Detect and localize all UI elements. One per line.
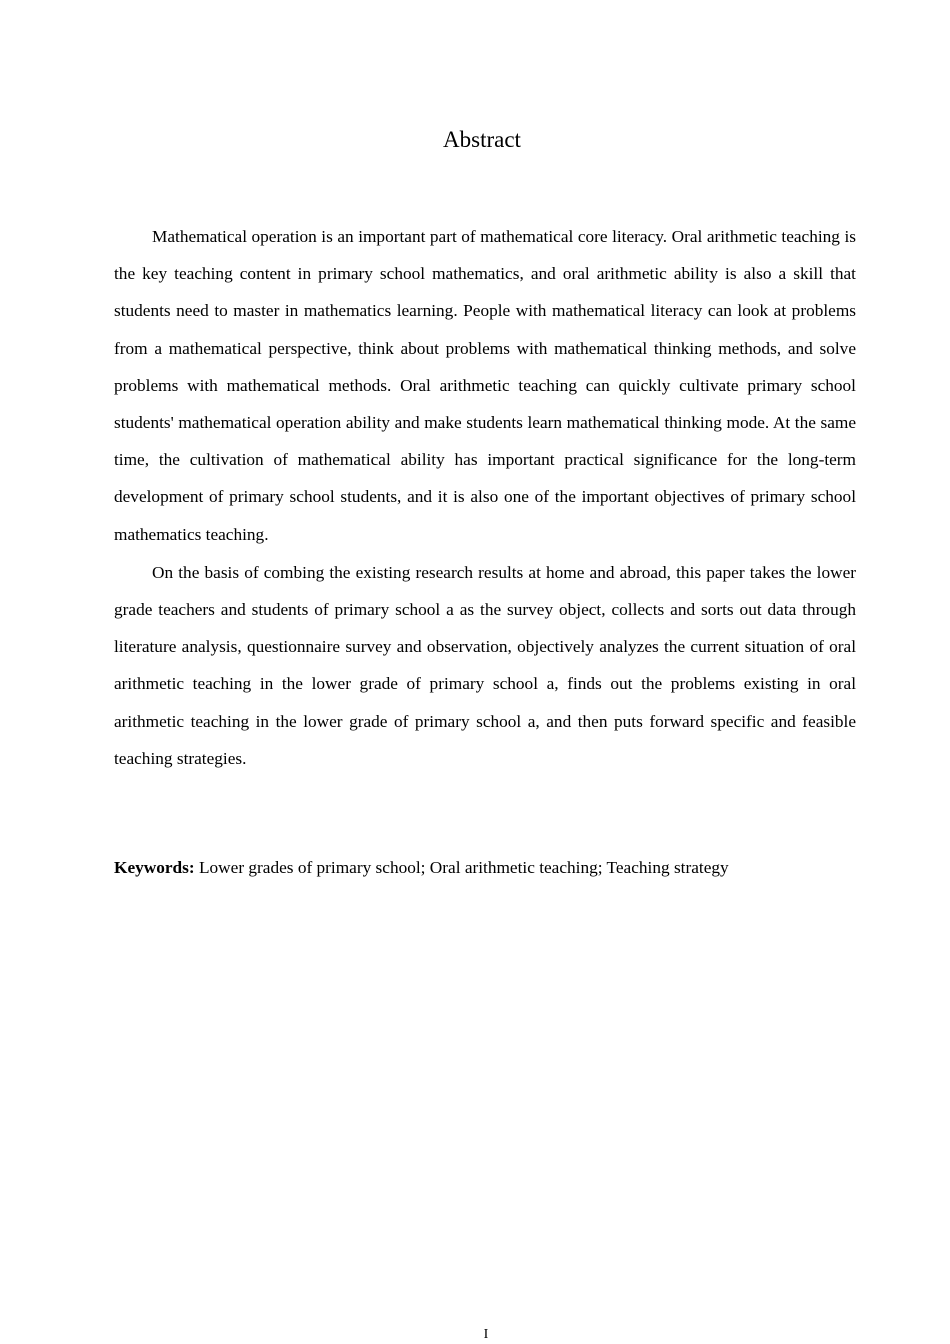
keywords-label: Keywords: xyxy=(114,858,195,877)
keywords-line xyxy=(114,853,856,883)
abstract-paragraph-2: On the basis of combing the existing research results at home and abroad, this paper takes the lower grade teachers and students of primary school a as the survey object, collects and sorts out data through literature analysis, questionnaire survey and observation, objectively analyzes the current situation of oral arithmetic teaching in the lower grade of primary school a, finds out the problems existing in oral arithmetic teaching in the lower grade of primary school a, and then puts forward specific and feasible teaching strategies. xyxy=(114,562,856,768)
page-number: I xyxy=(483,1327,489,1342)
abstract-paragraph-1: Mathematical operation is an important part of mathematical core literacy. Oral arithmetic teaching is the key teaching content in primary school mathematics, and oral arithmetic ability is also a skill that students need to master in mathematics learning. People with mathematical literacy can look at problems from a mathematical perspective, think about problems with mathematical thinking methods, and solve problems with mathematical methods. Oral arithmetic teaching can quickly cultivate primary school students' mathematical operation ability and make students learn mathematical thinking mode. At the same time, the cultivation of mathematical ability has important practical significance for the long-term development of primary school students, and it is also one of the important objectives of primary school mathematics teaching. xyxy=(114,227,856,544)
page-title: Abstract xyxy=(443,127,521,152)
abstract-body xyxy=(114,218,856,778)
keywords-text: Lower grades of primary school; Oral arithmetic teaching; Teaching strategy xyxy=(198,858,729,877)
